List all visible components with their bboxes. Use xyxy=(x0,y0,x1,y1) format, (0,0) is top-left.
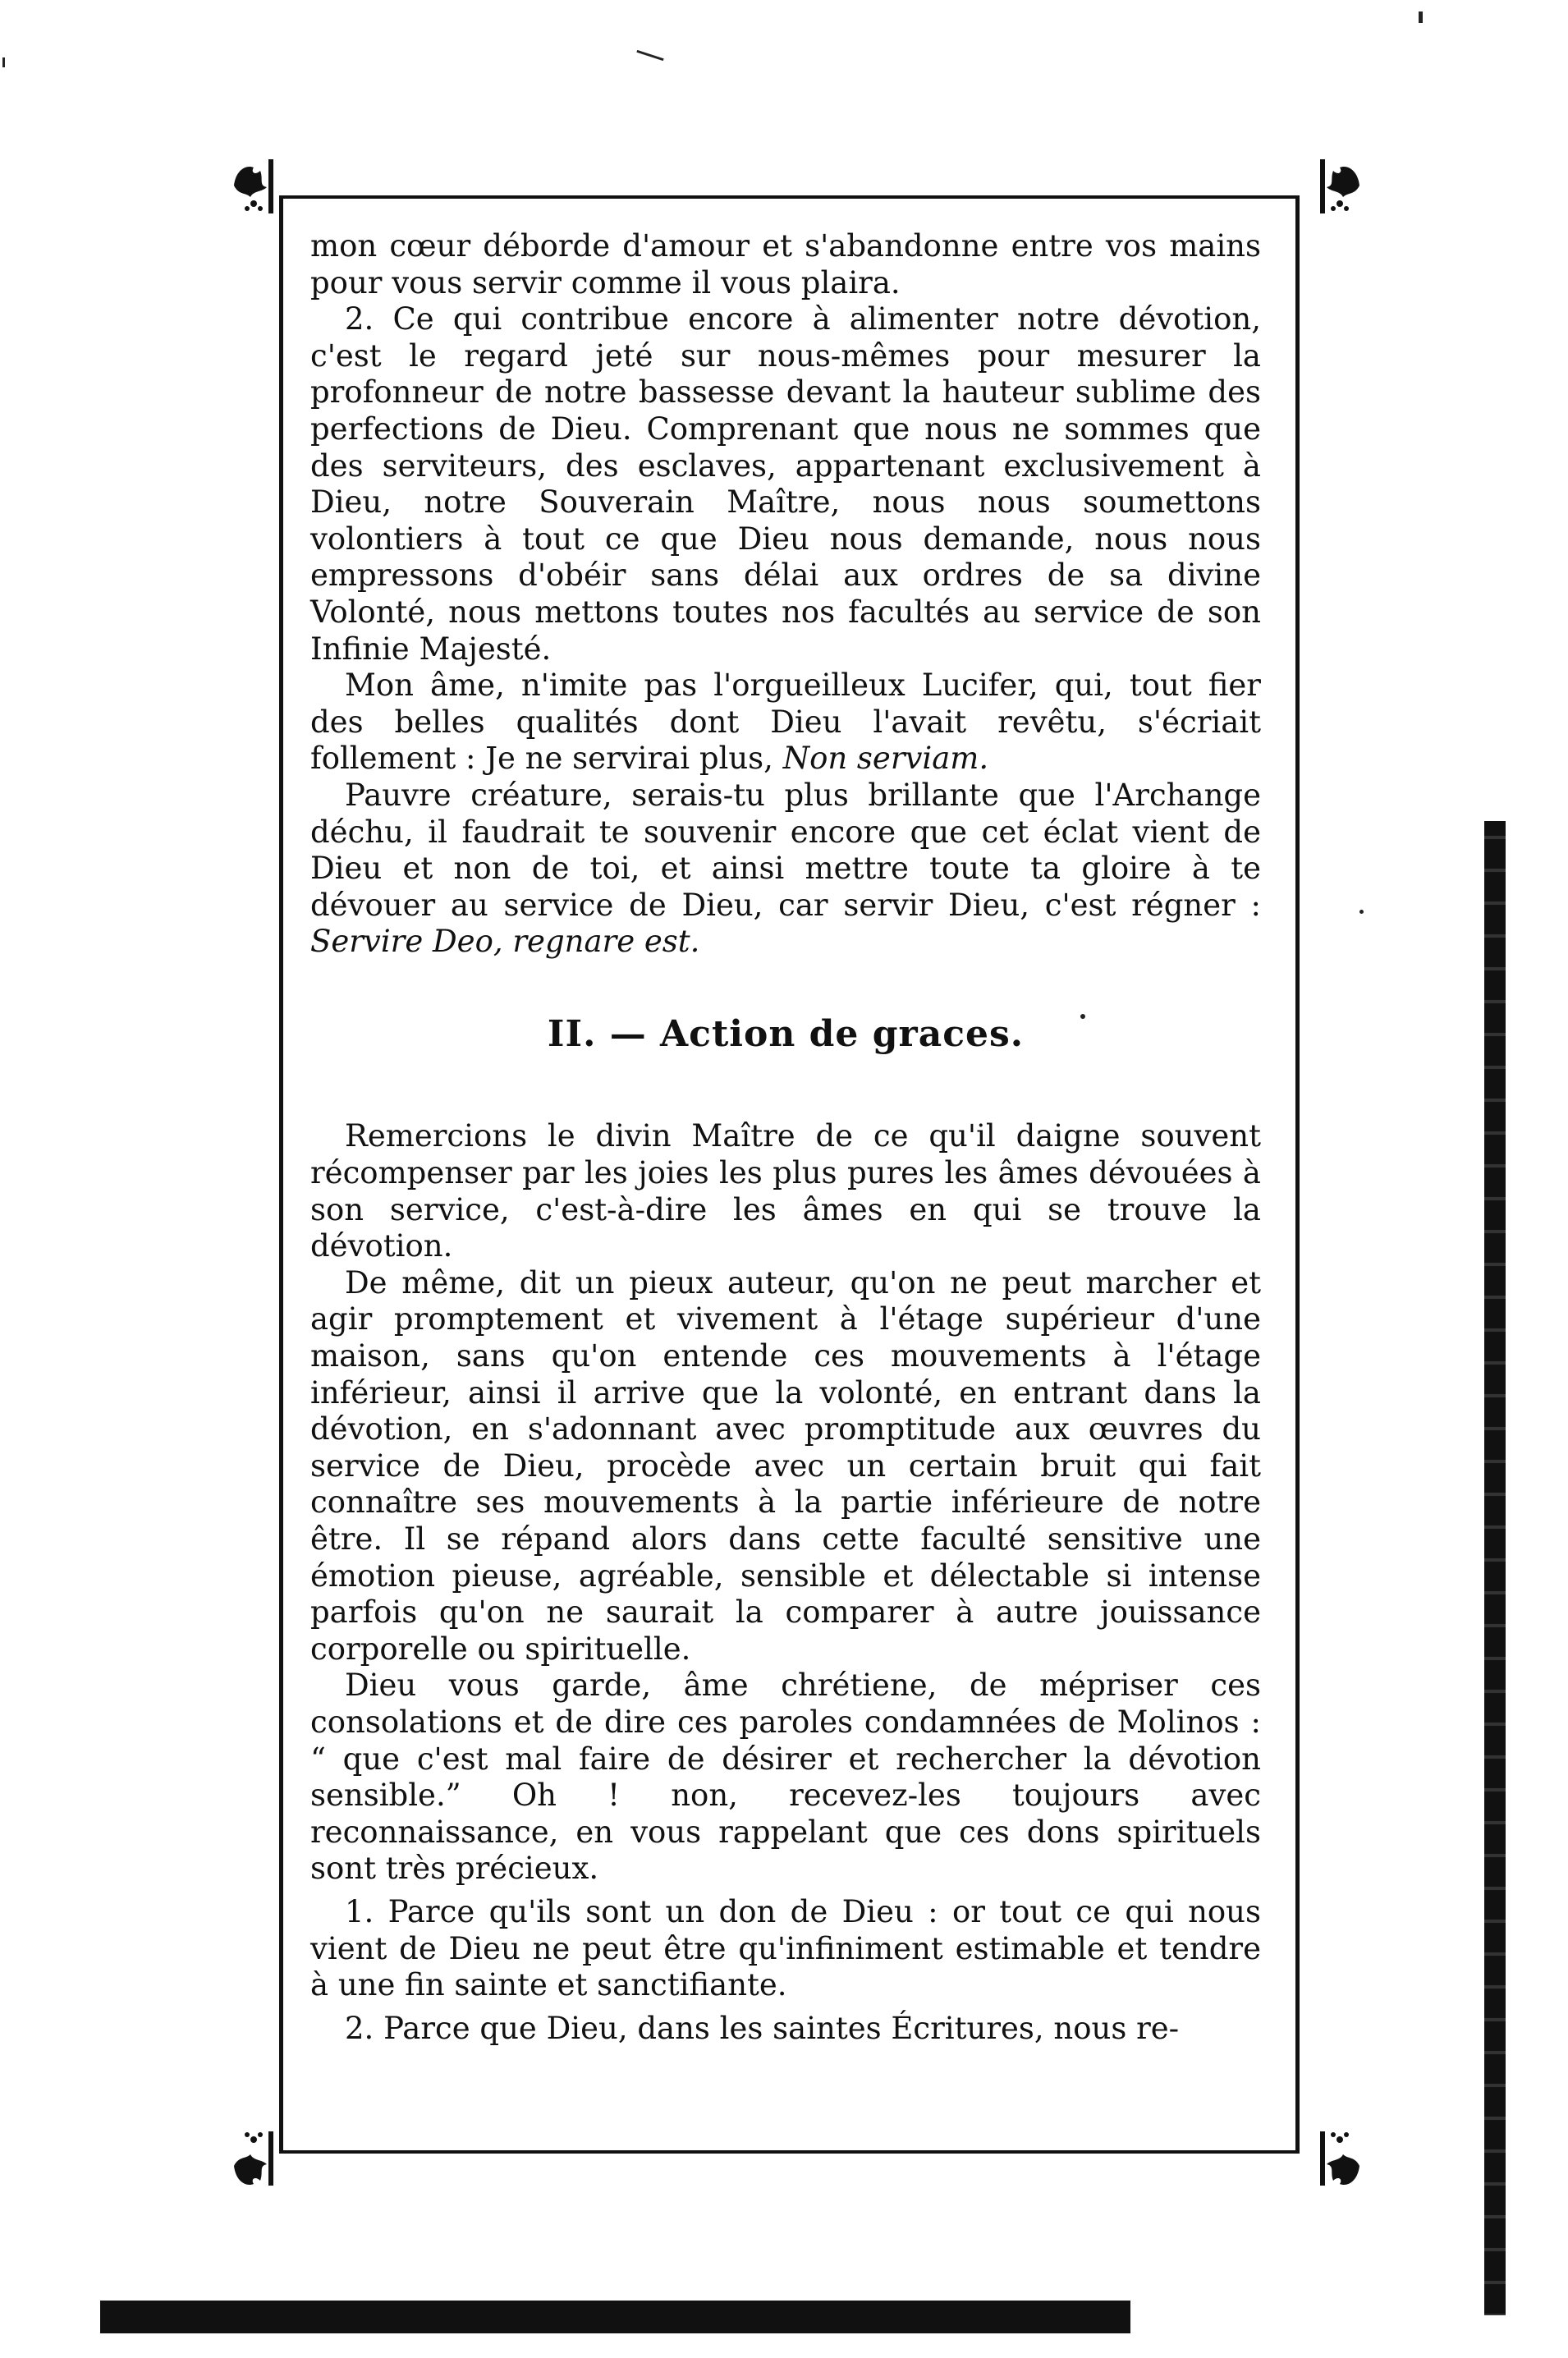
paragraph: De même, dit un pieux auteur, qu'on ne peut marcher et agir promptement et vivement à l'étage supérieur d'une maison, sans qu'on entende ces mouvements à l'étage inférieur, ainsi il arrive que la volonté, en entrant dans la dévotion, en s'adonnant avec promptitude aux œuvres du service de Dieu, procède avec un certain bruit qui fait connaître ses mouvements à la partie inférieure de notre être. Il se répand alors dans cette faculté sensitive une émotion pieuse, agréable, sensible et délectable si intense parfois qu'on ne saurait la comparer à autre jouissance corporelle ou spirituelle. xyxy=(310,1264,1261,1667)
paragraph: 2. Ce qui contribue encore à alimenter notre dévotion, c'est le regard jeté sur nous-mêmes pour mesurer la profonneur de notre bassesse devant la hauteur sublime des perfections de Dieu. Comprenant que nous ne sommes que des serviteurs, des esclaves, appartenant exclusivement à Dieu, notre Souverain Maître, nous nous soumettons volontiers à tout ce que Dieu nous demande, nous nous empressons d'obéir sans délai aux ordres de sa divine Volonté, nous mettons toutes nos facultés au service de son Infinie Majesté. xyxy=(310,301,1261,667)
scan-edge-bottom xyxy=(100,2301,1130,2333)
leaf-ornament-icon xyxy=(1297,146,1376,225)
latin-quote: Non serviam. xyxy=(782,741,989,777)
paragraph-text: Pauvre créature, serais-tu plus brillante que l'Archange déchu, il faudrait te souvenir encore que cet éclat vient de Dieu et non de toi, et ainsi mettre toute ta gloire à te dévouer au service de Dieu, car servir Dieu, c'est régner : xyxy=(310,777,1261,923)
paragraph-text: Mon âme, n'imite pas l'orgueilleux Lucifer, qui, tout fier des belles qualités dont Dieu l'avait revêtu, s'écriait follement : Je ne servirai plus, xyxy=(310,667,1261,777)
frame-right-rule xyxy=(1295,195,1300,2154)
paragraph xyxy=(310,778,1261,961)
scan-artifact xyxy=(1419,11,1423,23)
leaf-ornament-icon xyxy=(218,2120,296,2199)
scan-edge-right xyxy=(1484,821,1506,2315)
scan-artifact xyxy=(2,57,5,67)
leaf-ornament-icon xyxy=(1297,2120,1376,2199)
leaf-ornament-icon xyxy=(218,146,296,225)
paragraph: Dieu vous garde, âme chrétiene, de mépriser ces consolations et de dire ces paroles condamnées de Molinos : “ que c'est mal faire de désirer et rechercher la dévotion sensible.” Oh ! non, recevez-les toujours avec reconnaissance, en vous rappelant que ces dons spirituels sont très précieux. xyxy=(310,1668,1261,1887)
frame-bottom-rule xyxy=(283,2150,1297,2154)
latin-quote: Servire Deo, regnare est. xyxy=(310,924,700,960)
paragraph: Remercions le divin Maître de ce qu'il daigne souvent récompenser par les joies les plus pures les âmes dévouées à son service, c'est-à-dire les âmes en qui se trouve la dévotion. xyxy=(310,1118,1261,1264)
paragraph: 1. Parce qu'ils sont un don de Dieu : or tout ce qui nous vient de Dieu ne peut être qu'infiniment estimable et tendre à une fin sainte et sanctifiante. xyxy=(310,1893,1261,2003)
paragraph: 2. Parce que Dieu, dans les saintes Écritures, nous re- xyxy=(345,2010,1180,2046)
paragraph: mon cœur déborde d'amour et s'abandonne entre vos mains pour vous servir comme il vous plaira. xyxy=(310,228,1261,300)
paragraph xyxy=(310,667,1261,778)
scan-artifact xyxy=(1359,910,1364,914)
scan-artifact xyxy=(636,50,663,61)
frame-left-rule xyxy=(279,195,283,2154)
frame-top-rule xyxy=(283,195,1297,199)
section-heading: II. — Action de graces. xyxy=(547,1012,1025,1055)
page-body xyxy=(310,228,1261,2047)
